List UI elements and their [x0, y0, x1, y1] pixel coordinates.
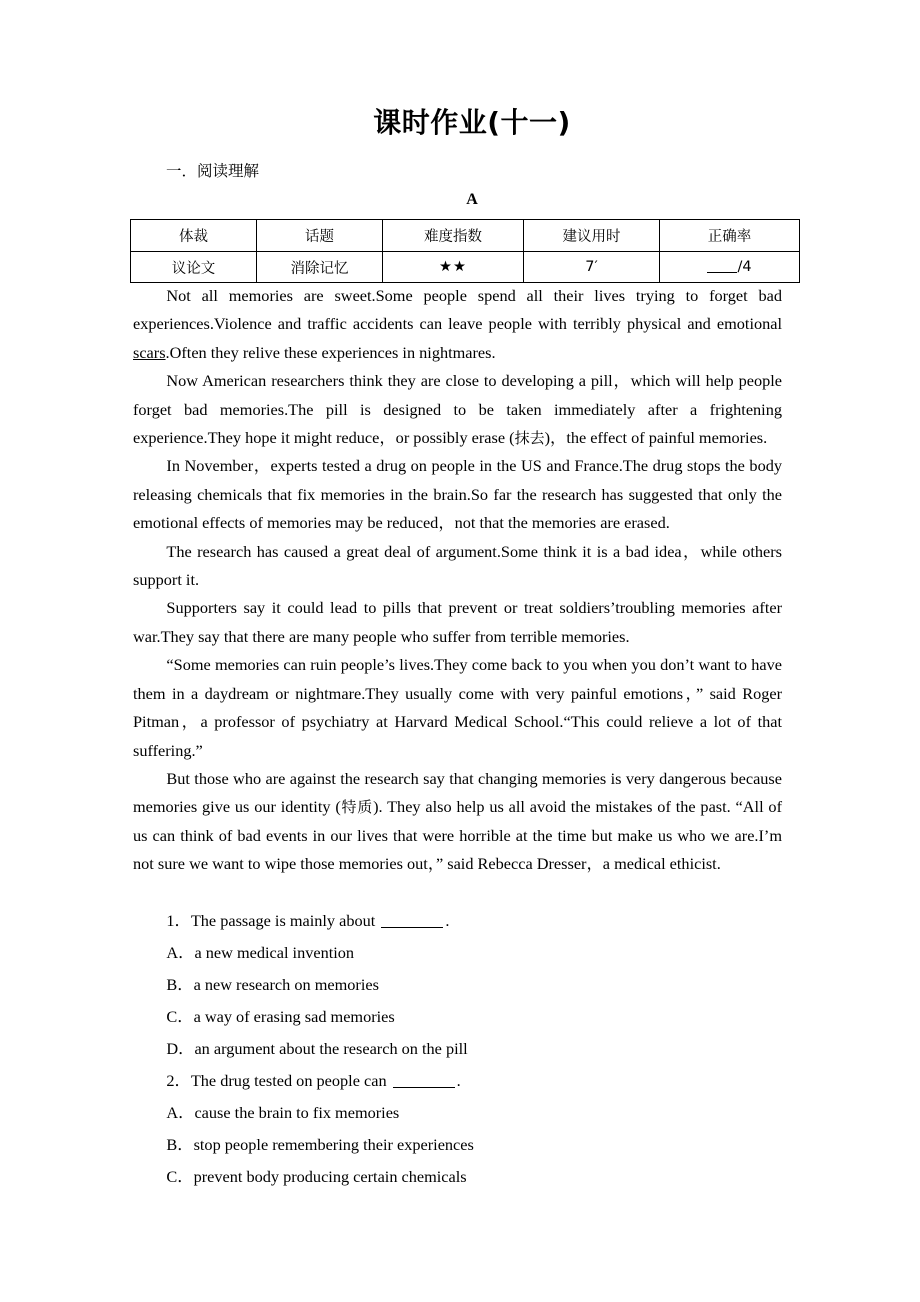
accuracy-blank-line — [707, 272, 737, 273]
question-1-stem — [133, 905, 782, 937]
table-value-row — [131, 252, 800, 283]
table-cell-accuracy-blank[interactable] — [660, 252, 800, 283]
question-1-stem-before: The passage is mainly about — [190, 911, 380, 930]
p6-comma-2: ， — [179, 712, 201, 732]
option-text: stop people remembering their experiences — [193, 1135, 474, 1154]
p6-comma-1: ， — [683, 683, 696, 703]
paragraph-1 — [133, 282, 782, 367]
passage-body — [133, 282, 782, 879]
table-header-accuracy: 正确率 — [660, 220, 800, 252]
option-text: a way of erasing sad memories — [193, 1007, 395, 1026]
question-1-stem-after: . — [445, 911, 450, 930]
p3-text-c: not that the memories are erased. — [454, 513, 670, 533]
p2-comma-1: ， — [612, 371, 631, 391]
paragraph-2 — [133, 367, 782, 452]
p2-text-a: Now American researchers think they are close to developing a pill — [166, 371, 613, 391]
table-cell-difficulty-stars: ★★ — [383, 252, 524, 283]
p2-text-b: which will help people forget bad memories.The pill is designed to be taken immediately after a frightening experience.They hope it might reduce — [133, 371, 782, 448]
table-header-genre: 体裁 — [131, 220, 257, 252]
p3-text-a: In November — [166, 456, 254, 476]
passage-info-table — [130, 219, 800, 283]
question-1-option-a[interactable] — [133, 937, 782, 969]
option-label: C． — [166, 1167, 194, 1186]
question-1-option-d[interactable] — [133, 1033, 782, 1065]
question-1-option-c[interactable] — [133, 1001, 782, 1033]
option-label: B． — [166, 1135, 194, 1154]
question-2-option-c[interactable] — [133, 1161, 782, 1193]
p7-text-b: ). They also help us all avoid the mistakes of the past. “All of us can think of bad events in our lives that were horrible at the time but make us who we are.I’m not sure we want to wipe those memories out — [133, 797, 782, 874]
p7-gloss-chinese: 特质 — [340, 798, 374, 817]
question-2-stem-after: . — [456, 1071, 461, 1090]
p6-text-a: “Some memories can ruin people’s lives.They come back to you when you don’t want to have them in a daydream or nightmare.They usually come with very painful emotions — [133, 655, 782, 703]
p3-comma-1: ， — [253, 456, 271, 476]
table-cell-topic: 消除记忆 — [257, 252, 383, 283]
option-text: cause the brain to fix memories — [194, 1103, 400, 1122]
paragraph-5: Supporters say it could lead to pills that prevent or treat soldiers’troubling memories after war.They say that there are many people who suffer from terrible memories. — [133, 598, 782, 646]
question-2-option-b[interactable] — [133, 1129, 782, 1161]
option-text: prevent body producing certain chemicals — [193, 1167, 467, 1186]
option-label: A． — [166, 1103, 195, 1122]
p2-text-e: the effect of painful memories. — [566, 428, 768, 448]
table-header-row — [131, 220, 800, 252]
page-title: 课时作业(十一) — [373, 106, 571, 139]
p4-text-b: while others support it. — [133, 541, 782, 590]
paragraph-6 — [133, 651, 782, 765]
p2-text-d: ) — [544, 428, 551, 448]
passage-letter-label: A — [466, 191, 478, 208]
paragraph-4 — [133, 538, 782, 595]
question-2-stem-before: The drug tested on people can — [190, 1071, 391, 1090]
p6-text-c: a professor of psychiatry at Harvard Medical School.“This could relieve a lot of that suffering.” — [133, 712, 782, 760]
question-2-answer-blank[interactable] — [393, 1087, 455, 1088]
p2-comma-2: ， — [379, 428, 396, 448]
p6-text-b: ” said Roger Pitman — [133, 683, 783, 732]
p4-text-a: The research has caused a great deal of argument.Some think it is a bad idea — [166, 541, 682, 561]
p1-text-a: Not all memories are sweet.Some people spend all their lives trying to forget bad experiences.Violence and traffic accidents can leave people with terribly physical and emotional — [133, 286, 782, 334]
section-heading-reading: 一．阅读理解 — [166, 162, 260, 180]
p4-comma-1: ， — [681, 541, 701, 561]
p7-text-a: But those who are against the research say that changing memories is very dangerous because memories give us our identity ( — [133, 768, 782, 817]
question-2-number: 2． — [166, 1071, 191, 1090]
question-2-option-a[interactable] — [133, 1097, 782, 1129]
p3-text-b: experts tested a drug on people in the US and France.The drug stops the body releasing chemicals that fix memories in the brain.So far the research has suggested that only the emotional effects of memories may be reduced — [133, 456, 782, 533]
p7-comma-2: ， — [586, 854, 603, 874]
p7-text-c: ” said Rebecca Dresser — [435, 854, 587, 874]
question-1-answer-blank[interactable] — [381, 927, 443, 928]
option-label: B． — [166, 975, 194, 994]
paragraph-7 — [133, 765, 782, 879]
question-1-number: 1． — [166, 911, 191, 930]
p1-underlined-word: scars — [133, 342, 166, 362]
table-cell-genre: 议论文 — [131, 252, 257, 283]
p2-text-c: or possibly erase ( — [395, 428, 515, 448]
questions-list — [133, 905, 782, 1193]
p1-text-b: .Often they relive these experiences in nightmares. — [165, 342, 496, 362]
option-label: D． — [166, 1039, 195, 1058]
option-label: A． — [166, 943, 195, 962]
table-header-difficulty: 难度指数 — [383, 220, 524, 252]
table-header-time: 建议用时 — [524, 220, 660, 252]
paragraph-3 — [133, 452, 782, 537]
p3-comma-2: ， — [438, 513, 455, 533]
option-text: a new research on memories — [193, 975, 379, 994]
p2-gloss-chinese: 抹去 — [514, 429, 545, 448]
accuracy-total: /4 — [737, 259, 752, 275]
table-cell-suggested-time: 7′ — [524, 252, 660, 283]
p7-text-d: a medical ethicist. — [602, 854, 721, 874]
option-text: a new medical invention — [194, 943, 355, 962]
p7-comma-1: ， — [427, 854, 436, 874]
table-header-topic: 话题 — [257, 220, 383, 252]
question-1-option-b[interactable] — [133, 969, 782, 1001]
option-text: an argument about the research on the pill — [194, 1039, 468, 1058]
question-2-stem — [133, 1065, 782, 1097]
p2-comma-3: ， — [550, 428, 567, 448]
option-label: C． — [166, 1007, 194, 1026]
